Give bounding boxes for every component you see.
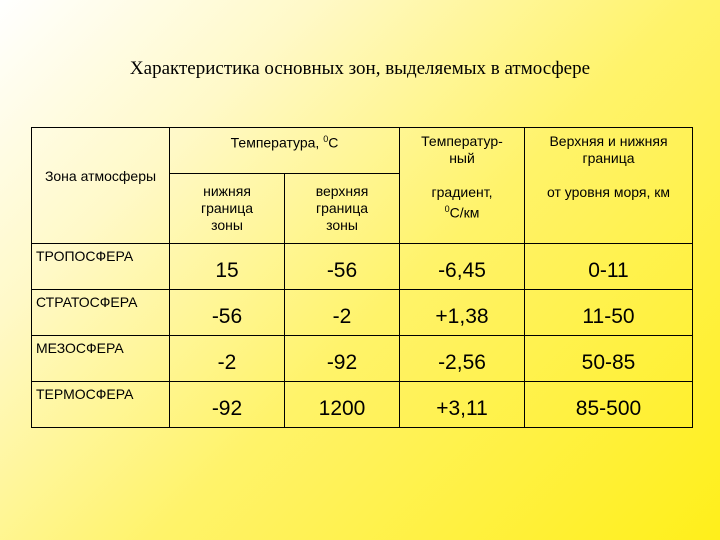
gradient-value: -2,56 (400, 336, 525, 382)
upper-temperature: -2 (285, 290, 400, 336)
zone-name: СТРАТОСФЕРА (32, 290, 170, 336)
altitude-range: 85-500 (525, 382, 693, 428)
gradient-value: +1,38 (400, 290, 525, 336)
atmosphere-zones-table (31, 127, 693, 428)
table-row (32, 382, 693, 428)
upper-temperature: -92 (285, 336, 400, 382)
header-lower-bound: нижняя граница зоны (170, 174, 285, 244)
altitude-range: 50-85 (525, 336, 693, 382)
lower-temperature: -2 (170, 336, 285, 382)
header-gradient-top: Температур-ный (400, 128, 525, 174)
gradient-value: +3,11 (400, 382, 525, 428)
lower-temperature: 15 (170, 244, 285, 290)
header-altitude-top: Верхняя и нижняя граница (525, 128, 693, 174)
upper-temperature: 1200 (285, 382, 400, 428)
header-upper-bound: верхняя граница зоны (285, 174, 400, 244)
header-altitude-bottom: от уровня моря, км (525, 174, 693, 244)
gradient-value: -6,45 (400, 244, 525, 290)
zone-name: ТЕРМОСФЕРА (32, 382, 170, 428)
header-temperature: Температура, $^0$С (170, 128, 400, 174)
altitude-range: 11-50 (525, 290, 693, 336)
table-row (32, 336, 693, 382)
zone-name: МЕЗОСФЕРА (32, 336, 170, 382)
lower-temperature: -92 (170, 382, 285, 428)
page-title: Характеристика основных зон, выделяемых в атмосфере (129, 58, 591, 79)
zone-name: ТРОПОСФЕРА (32, 244, 170, 290)
header-gradient-bottom: градиент, $^0$С/км (400, 174, 525, 244)
upper-temperature: -56 (285, 244, 400, 290)
table-row (32, 244, 693, 290)
table-row (32, 290, 693, 336)
altitude-range: 0-11 (525, 244, 693, 290)
lower-temperature: -56 (170, 290, 285, 336)
header-zone: Зона атмосферы (32, 128, 170, 244)
